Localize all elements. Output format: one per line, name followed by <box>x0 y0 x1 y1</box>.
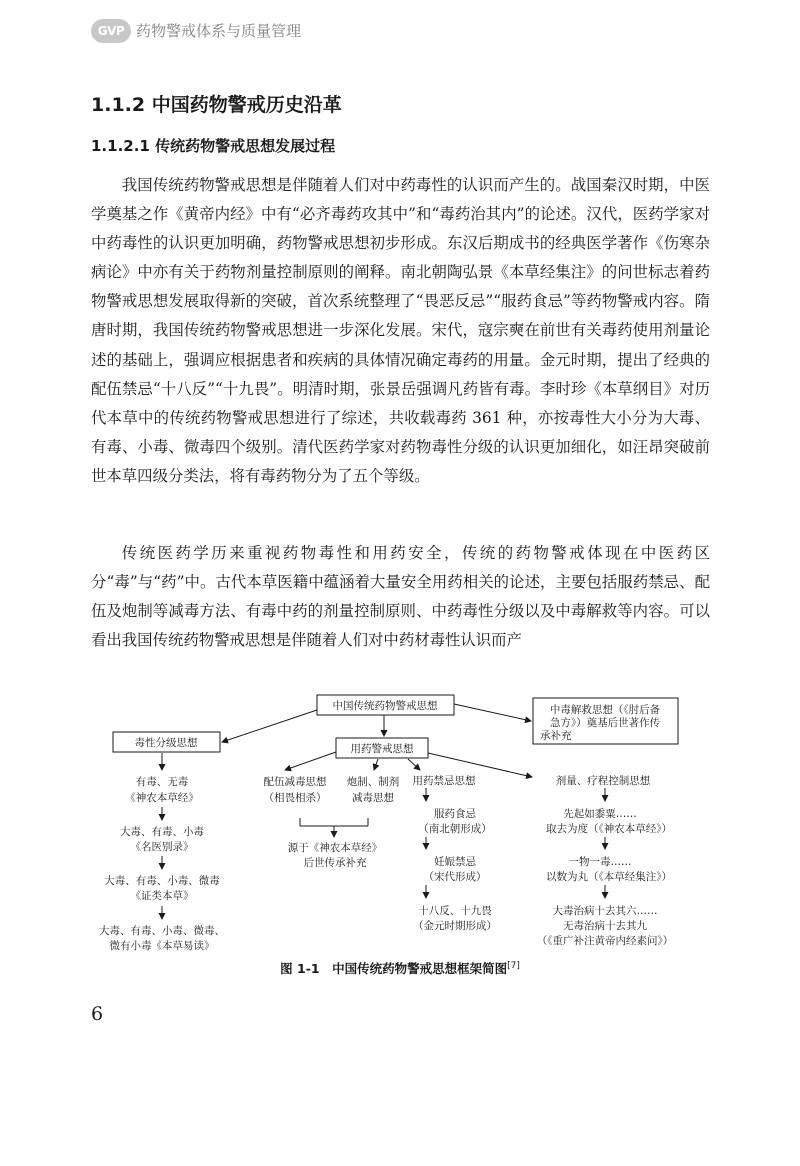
dose-title: 剂量、疗程控制思想 <box>555 775 651 787</box>
tox-level-2b: 《名医别录》 <box>130 841 194 853</box>
tox-level-3a: 大毒、有毒、小毒、微毒 <box>104 875 220 887</box>
medication-title: 用药警戒思想 <box>350 743 414 755</box>
running-header-title: 药物警戒体系与质量管理 <box>136 22 302 40</box>
tox-level-2a: 大毒、有毒、小毒 <box>120 826 204 838</box>
framework-diagram <box>0 680 800 1000</box>
dose-item-3c: （《重广补注黄帝内经素问》） <box>536 935 674 947</box>
arrow-root-toxicity <box>222 710 317 742</box>
compat-line-2: （相畏相杀） <box>263 792 327 804</box>
taboo-item-3b: （金元时期形成） <box>413 920 497 932</box>
arrow-med-dose <box>428 753 532 777</box>
taboo-item-3a: 十八反、十九畏 <box>418 905 492 917</box>
dose-item-2a: 一物一毒…… <box>568 856 632 868</box>
root-label: 中国传统药物警戒思想 <box>332 700 438 712</box>
tox-level-4b: 微有小毒《本草易读》 <box>109 940 215 952</box>
dose-item-1a: 先起如黍粟…… <box>563 808 637 820</box>
processing-line-1: 炮制、制剂 <box>346 776 400 788</box>
arrow-med-compat <box>285 752 336 770</box>
dose-item-2b: 以数为丸（《本草经集注》） <box>546 871 672 883</box>
toxicity-title: 毒性分级思想 <box>134 737 198 749</box>
page-number: 6 <box>91 1003 104 1025</box>
detox-line-1: 中毒解救思想（《肘后备 <box>549 704 661 716</box>
taboo-item-2a: 妊娠禁忌 <box>434 856 476 868</box>
subsection-heading: 1.1.2.1 传统药物警戒思想发展过程 <box>91 137 336 155</box>
tox-level-4a: 大毒、有毒、小毒、微毒、 <box>99 925 225 937</box>
tox-level-1b: 《神农本草经》 <box>125 792 199 804</box>
arrow-med-taboo <box>408 759 420 770</box>
taboo-item-1a: 服药食忌 <box>434 808 476 820</box>
taboo-item-1b: （南北朝形成） <box>418 823 492 835</box>
taboo-item-2b: （宋代形成） <box>423 871 487 883</box>
arrow-med-processing <box>374 759 378 770</box>
body-paragraph-2: 传统医药学历来重视药物毒性和用药安全，传统的药物警戒体现在中医药区分“毒”与“药”中。古代本草医籍中蕴涵着大量安全用药相关的论述，主要包括服药禁忌、配伍及炮制等减毒方法、有毒中药的剂量控制原则、中药毒性分级以及中毒解救等内容。可以看出我国传统药物警戒思想是伴随着人们对中药材毒性认识而产 <box>91 544 710 650</box>
figure-caption-reference: [7] <box>507 960 520 971</box>
taboo-title: 用药禁忌思想 <box>412 775 476 787</box>
tox-level-3b: 《证类本草》 <box>130 890 194 902</box>
section-heading: 1.1.2 中国药物警戒历史沿革 <box>91 94 342 116</box>
detox-line-2: 急方》）奠基后世著作传 <box>549 717 661 729</box>
source-line-2: 后世传承补充 <box>303 857 367 869</box>
dose-item-3a: 大毒治病十去其六…… <box>552 905 658 917</box>
dose-item-3b: 无毒治病十去其九 <box>563 920 647 932</box>
compat-line-1: 配伍减毒思想 <box>263 776 327 788</box>
tox-level-1a: 有毒、无毒 <box>135 776 189 788</box>
figure-caption-label: 图 1-1 中国传统药物警戒思想框架简图 <box>280 961 508 976</box>
arrow-root-detox <box>454 704 531 721</box>
detox-line-3: 承补充 <box>540 730 572 742</box>
dose-item-1b: 取去为度（《神农本草经》） <box>546 823 672 835</box>
processing-line-2: 减毒思想 <box>352 792 394 804</box>
figure-caption <box>0 959 800 977</box>
series-logo: GVP <box>91 19 131 43</box>
body-paragraph-1: 我国传统药物警戒思想是伴随着人们对中药毒性的认识而产生的。战国秦汉时期，中医学奠基之作《黄帝内经》中有“必齐毒药攻其中”和“毒药治其内”的论述。汉代，医药学家对中药毒性的认识更加明确，药物警戒思想初步形成。东汉后期成书的经典医学著作《伤寒杂病论》中亦有关于药物剂量控制原则的阐释。南北朝陶弘景《本草经集注》的问世标志着药物警戒思想发展取得新的突破，首次系统整理了“畏恶反忌”“服药食忌”等药物警戒内容。隋唐时期，我国传统药物警戒思想进一步深化发展。宋代，寇宗奭在前世有关毒药使用剂量论述的基础上，强调应根据患者和疾病的具体情况确定毒药的用量。金元时期，提出了经典的配伍禁忌“十八反”“十九畏”。明清时期，张景岳强调凡药皆有毒。李时珍《本草纲目》对历代本草中的传统药物警戒思想进行了综述，共收载毒药 361 种，亦按毒性大小分为大毒、有毒、小毒、微毒四个级别。清代医药学家对药物毒性分级的认识更加细化，如汪昂突破前世本草四级分类法，将有毒药物分为了五个等级。 <box>91 176 710 485</box>
source-line-1: 源于《神农本草经》 <box>287 842 383 854</box>
